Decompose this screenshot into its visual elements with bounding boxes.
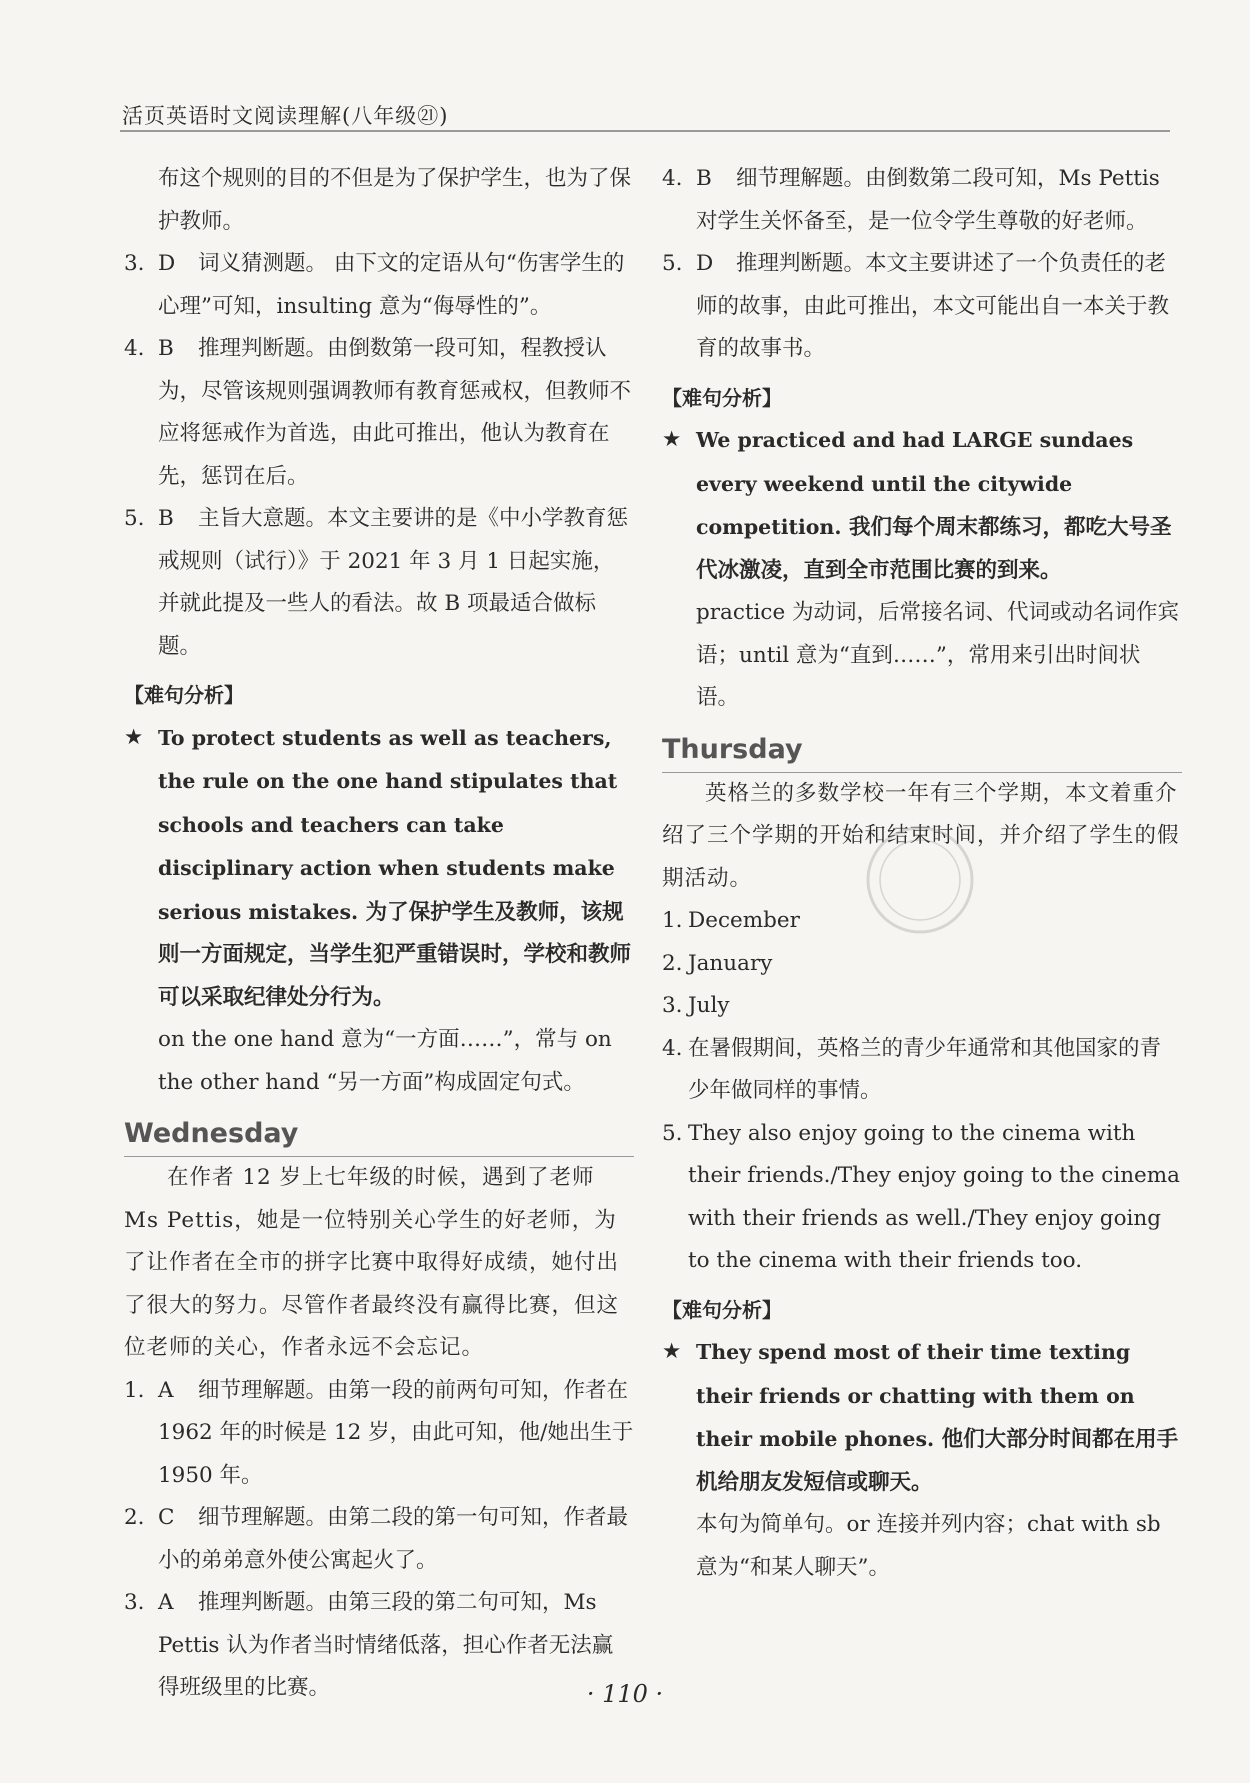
answer-letter: D (158, 251, 176, 276)
section-title-wednesday: Wednesday (124, 1114, 634, 1157)
answer-text: They also enjoy going to the cinema with their friends./They enjoy going to the cinema with their friends as well./They enjoy going to the cinema with their friends too. (688, 1120, 1180, 1273)
header-divider (120, 130, 1170, 132)
star-icon: ★ (662, 1339, 682, 1364)
answer-item (124, 498, 634, 668)
answer-letter: A (158, 1590, 174, 1615)
answer-item (124, 1497, 634, 1582)
difficult-sentence (124, 717, 634, 1020)
answer-text: 推理判断题。由第三段的第二句可知，Ms Pettis 认为作者当时情绪低落，担心作者无法赢得班级里的比赛。 (158, 1590, 614, 1700)
answer-letter: A (158, 1377, 174, 1403)
difficult-sentence-heading: 【难句分析】 (662, 1297, 782, 1322)
answer-number: 5. (662, 251, 683, 276)
answer-number: 4. (662, 166, 683, 191)
answer-letter: B (158, 506, 174, 531)
answer-text: 主旨大意题。本文主要讲的是《中小学教育惩戒规则（试行）》于 2021 年 3 月 1 日起实施，并就此提及一些人的看法。故 B 项最适合做标题。 (158, 506, 629, 659)
answer-text: 推理判断题。本文主要讲述了一个负责任的老师的故事，由此可推出，本文可能出自一本关于教育的故事书。 (696, 251, 1170, 361)
answer-item (662, 1113, 1182, 1283)
answer-number: 2. (124, 1505, 145, 1530)
answer-item (662, 158, 1182, 243)
answer-text: 细节理解题。由第二段的第一句可知，作者最小的弟弟意外使公寓起火了。 (158, 1505, 629, 1573)
answer-number: 4. (662, 1035, 683, 1061)
page-number: · 110 · (586, 1680, 664, 1708)
answer-item (124, 1370, 634, 1498)
answer-number: 3. (124, 1590, 145, 1615)
answer-number: 5. (124, 506, 145, 531)
difficult-sentence-note: practice 为动词，后常接名词、代词或动名词作宾语；until 意为“直到……”，常用来引出时间状语。 (696, 600, 1180, 710)
answer-text: December (688, 908, 800, 933)
difficult-sentence-heading: 【难句分析】 (662, 385, 782, 410)
answer-item (662, 1028, 1182, 1113)
answer-text: 细节理解题。由第一段的前两句可知，作者在 1962 年的时候是 12 岁，由此可知，他/她出生于 1950 年。 (158, 1377, 634, 1488)
star-icon: ★ (124, 724, 144, 750)
difficult-sentence (662, 1331, 1182, 1504)
answer-letter: B (158, 336, 174, 361)
answer-number: 2. (662, 950, 683, 976)
answer-number: 1. (124, 1377, 145, 1403)
answer-letter: B (696, 166, 712, 191)
difficult-sentence-note: 本句为简单句。or 连接并列内容；chat with sb 意为“和某人聊天”。 (696, 1512, 1161, 1580)
answer-letter: C (158, 1505, 175, 1530)
answer-item (124, 243, 634, 328)
answer-number: 5. (662, 1120, 683, 1146)
difficult-sentence-note: on the one hand 意为“一方面……”，常与 on the other hand “另一方面”构成固定句式。 (158, 1027, 612, 1095)
difficult-sentence-english: They spend most of their time texting their friends or chatting with them on their mobile phones. (696, 1340, 1135, 1451)
star-icon: ★ (662, 427, 682, 452)
left-column (124, 158, 634, 1710)
answer-number: 3. (124, 251, 145, 276)
intro-continuation: 布这个规则的目的不但是为了保护学生，也为了保护教师。 (158, 166, 632, 234)
difficult-sentence-heading: 【难句分析】 (124, 683, 244, 707)
difficult-sentence-english: To protect students as well as teachers, the rule on the one hand stipulates that schools and teachers can take disciplinary action when students make serious mistakes. (158, 725, 618, 924)
running-header: 活页英语时文阅读理解(八年级㉑) (122, 104, 449, 128)
answer-text: 词义猜测题。 由下文的定语从句“伤害学生的心理”可知，insulting 意为“侮辱性的”。 (158, 251, 625, 319)
answer-item (124, 328, 634, 498)
difficult-sentence-chinese: 为了保护学生及教师，该规则一方面规定，当学生犯严重错误时，学校和教师可以采取纪律处分行为。 (158, 899, 632, 1010)
difficult-sentence-chinese: 他们大部分时间都在用手机给朋友发短信或聊天。 (696, 1427, 1179, 1495)
answer-text: January (688, 950, 773, 976)
watermark-stamp-icon (860, 820, 980, 940)
answer-letter: D (696, 251, 714, 276)
wednesday-summary: 在作者 12 岁上七年级的时候，遇到了老师 Ms Pettis，她是一位特别关心学生的好老师，为了让作者在全市的拼字比赛中取得好成绩，她付出了很大的努力。尽管作者最终没有赢得比赛，但这位老师的关心，作者永远不会忘记。 (124, 1165, 620, 1360)
difficult-sentence-chinese: 我们每个周末都练习，都吃大号圣代冰激凌，直到全市范围比赛的到来。 (696, 515, 1172, 583)
answer-item (662, 943, 1182, 986)
answer-number: 1. (662, 908, 683, 933)
answer-item (662, 243, 1182, 371)
difficult-sentence-english: We practiced and had LARGE sundaes every weekend until the citywide competition. (696, 428, 1134, 539)
answer-number: 3. (662, 993, 683, 1018)
answer-item (662, 985, 1182, 1028)
answer-text: 细节理解题。由倒数第二段可知，Ms Pettis 对学生关怀备至，是一位令学生尊敬的好老师。 (696, 166, 1160, 234)
thursday-summary: 英格兰的多数学校一年有三个学期，本文着重介绍了三个学期的开始和结束时间，并介绍了学生的假期活动。 (662, 780, 1180, 891)
answer-text: 推理判断题。由倒数第一段可知，程教授认为，尽管该规则强调教师有教育惩戒权，但教师不应将惩戒作为首选，由此可推出，他认为教育在先，惩罚在后。 (158, 336, 632, 489)
answer-text: 在暑假期间，英格兰的青少年通常和其他国家的青少年做同样的事情。 (688, 1035, 1162, 1103)
answer-text: July (688, 993, 730, 1018)
answer-number: 4. (124, 336, 145, 361)
difficult-sentence (662, 419, 1182, 592)
section-title-thursday: Thursday (662, 730, 1182, 773)
